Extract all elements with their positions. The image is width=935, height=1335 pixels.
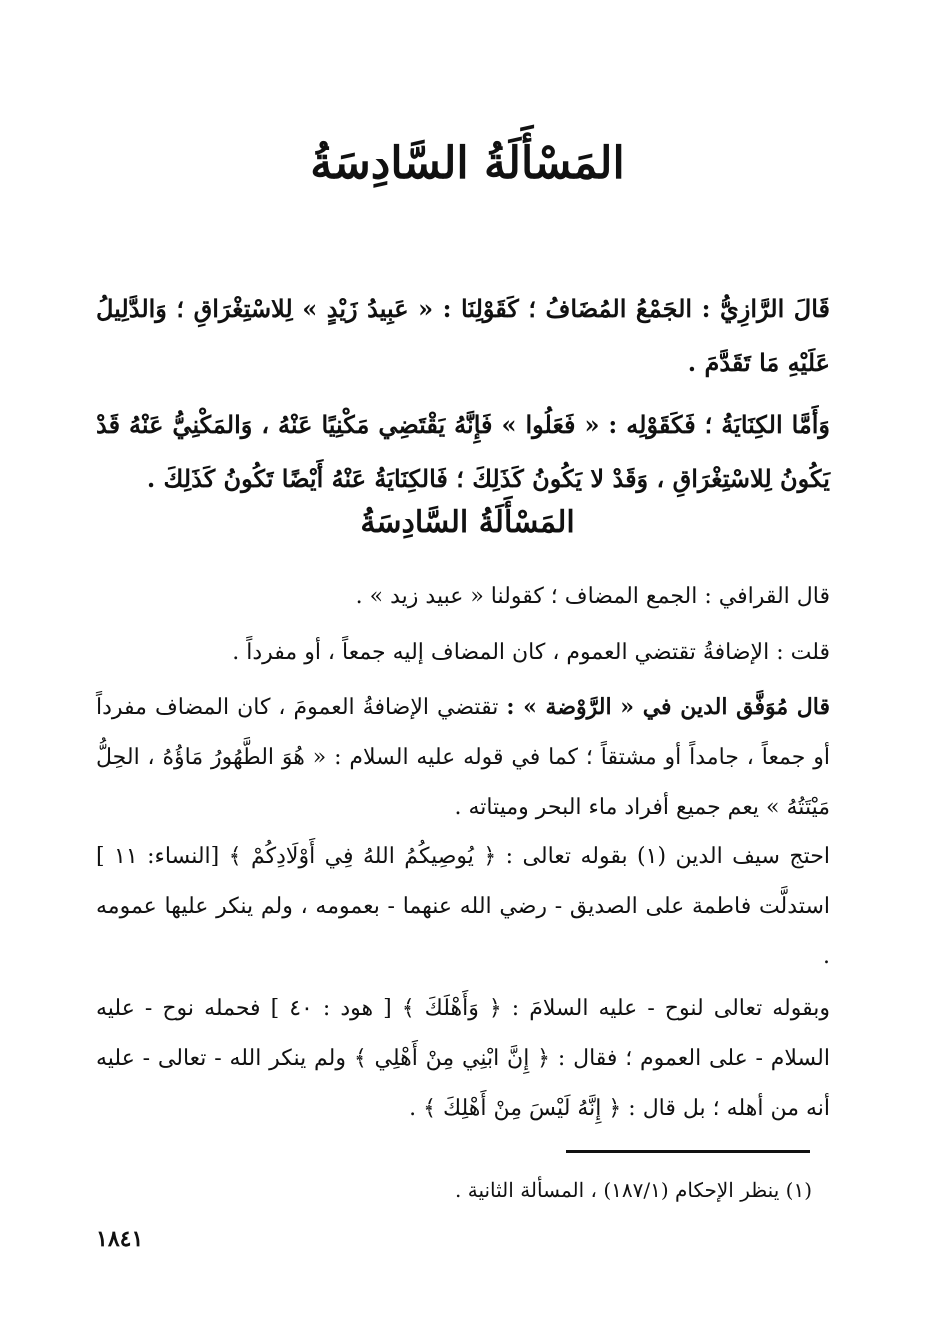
- paragraph-qultu: قلت : الإضافةُ تقتضي العموم ، كان المضاف إليه جمعاً ، أو مفرداً .: [232, 640, 830, 665]
- paragraph-qarafi: قال القرافي : الجمع المضاف ؛ كقولنا « عبيد زيد » .: [355, 584, 830, 609]
- footnote-divider: [566, 1150, 810, 1153]
- section-subtitle: المَسْأَلَةُ السَّادِسَةُ: [360, 505, 575, 540]
- paragraph-rawda: [96, 682, 830, 833]
- page-title: المَسْأَلَةُ السَّادِسَةُ: [310, 138, 625, 189]
- paragraph-razi: قَالَ الرَّازِيُّ : الجَمْعُ المُضَافُ ؛ كَقَوْلِنَا : « عَبِيدُ زَيْدٍ » لِلاسْتِغْرَاقِ ؛ وَالدَّلِيلُ عَلَيْهِ مَا تَقَدَّمَ .: [96, 294, 830, 377]
- paragraph-kinaya: وَأَمَّا الكِنَايَةُ ؛ فَكَقَوْلِه : « فَعَلُوا » فَإِنَّهُ يَقْتَضِي مَكْنِيًا عَنْهُ ، وَالمَكْنِيُّ عَنْهُ قَدْ يَكُونُ لِلاسْتِغْرَاقِ ، وَقَدْ لا يَكُونُ كَذَلِكَ ؛ فَالكِنَايَةُ عَنْهُ أَيْضًا تَكُونُ كَذَلِكَ .: [96, 410, 830, 493]
- paragraph-rawda-lead: قال مُوَفَّق الدين في « الرَّوْضة » :: [506, 694, 830, 720]
- paragraph-rawda-text: تقتضي الإضافةُ العمومَ ، كان المضاف مفرداً أو جمعاً ، جامداً أو مشتقاً ؛ كما في قوله عليه السلام : « هُوَ الطَّهُورُ مَاؤُهُ ، الحِلُّ مَيْتَتُهُ » يعم جميع أفراد ماء البحر وميتاته .: [96, 695, 830, 820]
- page-number: ١٨٤١: [96, 1226, 144, 1252]
- paragraph-sayf-al-din: احتج سيف الدين (١) بقوله تعالى : ﴿ يُوصِيكُمُ اللهُ فِي أَوْلَادِكُمْ ﴾ [النساء: ١١ ] استدلَّت فاطمة على الصديق - رضي الله عنهما - بعمومه ، ولم ينكر عليها عمومه .: [96, 844, 830, 969]
- footnote: (١) ينظر الإحكام (١٨٧/١) ، المسألة الثانية .: [455, 1178, 812, 1202]
- paragraph-nuh: وبقوله تعالى لنوح - عليه السلامَ : ﴿ وَأَهْلَكَ ﴾ [ هود : ٤٠ ] فحمله نوح - عليه السلام - على العموم ؛ فقال : ﴿ إِنَّ ابْنِي مِنْ أَهْلِي ﴾ ولم ينكر الله - تعالى - عليه أنه من أهله ؛ بل قال : ﴿ إِنَّهُ لَيْسَ مِنْ أَهْلِكَ ﴾ .: [96, 996, 831, 1121]
